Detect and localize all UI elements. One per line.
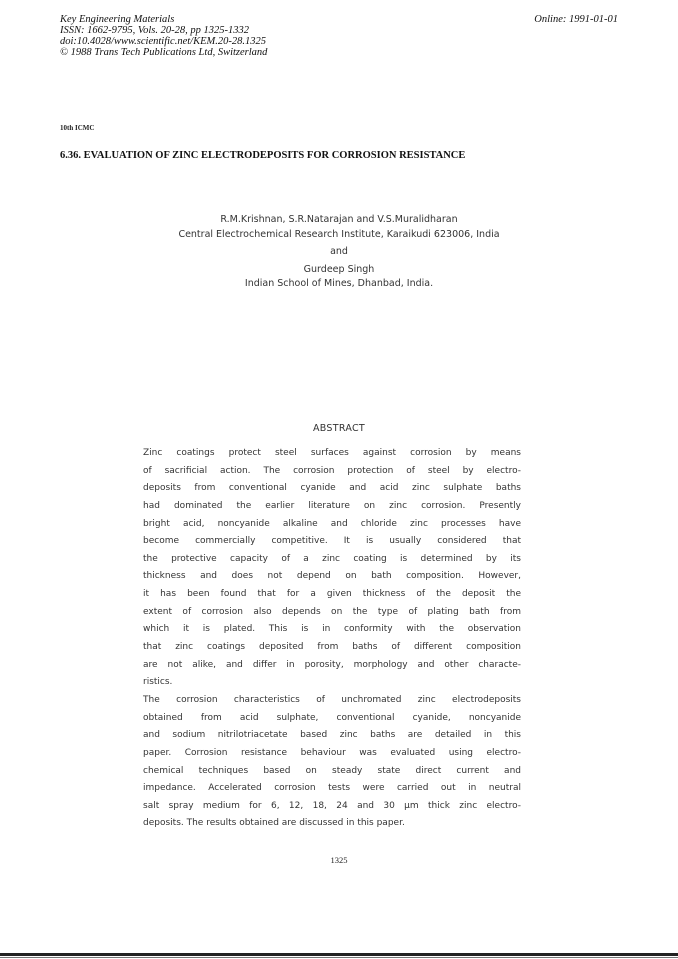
abstract-line: chemical techniques based on steady state direct current and	[143, 765, 521, 776]
abstract-line: impedance. Accelerated corrosion tests were carried out in neutral	[143, 783, 521, 794]
conference-label: 10th ICMC	[60, 124, 95, 132]
abstract-line: deposits. The results obtained are discussed in this paper.	[143, 818, 405, 829]
abstract-line: thickness and does not depend on bath composition. However,	[143, 571, 521, 582]
abstract-line: and sodium nitrilotriacetate based zinc baths are detailed in this	[143, 730, 521, 741]
abstract-line: The corrosion characteristics of unchromated zinc electrodeposits	[143, 694, 521, 705]
scan-edge-line	[0, 957, 678, 958]
abstract-line: ristics.	[143, 677, 173, 688]
abstract-heading: ABSTRACT	[312, 423, 366, 434]
page-number: 1325	[330, 855, 348, 865]
author-names-2: Gurdeep Singh	[303, 263, 375, 275]
author-block	[0, 213, 678, 292]
abstract-line: extent of corrosion also depends on the type of plating bath from	[143, 606, 521, 617]
author-conjunction: and	[330, 246, 348, 257]
abstract-line: of sacrificial action. The corrosion protection of steel by electro-	[143, 465, 521, 476]
journal-name: Key Engineering Materials	[60, 14, 175, 25]
abstract-line: become commercially competitive. It is usually considered that	[143, 536, 521, 547]
abstract-line: deposits from conventional cyanide and acid zinc sulphate baths	[143, 483, 521, 494]
abstract-line: that zinc coatings deposited from baths of different composition	[143, 642, 521, 653]
abstract-line: it has been found that for a given thickness of the deposit the	[143, 589, 521, 600]
online-date: Online: 1991-01-01	[534, 14, 618, 25]
journal-doi: doi:10.4028/www.scientific.net/KEM.20-28.1325	[60, 36, 266, 47]
author-affiliation-2: Indian School of Mines, Dhanbad, India.	[244, 278, 434, 289]
abstract-line: salt spray medium for 6, 12, 18, 24 and 30 µm thick zinc electro-	[143, 800, 521, 811]
abstract-line: Zinc coatings protect steel surfaces against corrosion by means	[143, 448, 521, 458]
paper-title: 6.36. EVALUATION OF ZINC ELECTRODEPOSITS FOR CORROSION RESISTANCE	[60, 150, 466, 161]
abstract-line: obtained from acid sulphate, conventional cyanide, noncyanide	[143, 712, 521, 723]
abstract-line: bright acid, noncyanide alkaline and chloride zinc processes have	[143, 518, 521, 529]
abstract-line: paper. Corrosion resistance behaviour was evaluated using electro-	[143, 747, 521, 758]
abstract-line: are not alike, and differ in porosity, morphology and other characte-	[143, 659, 521, 670]
abstract-line: which it is plated. This is in conformity with the observation	[143, 624, 521, 635]
journal-copyright: © 1988 Trans Tech Publications Ltd, Switzerland	[60, 47, 268, 58]
author-names-1: R.M.Krishnan, S.R.Natarajan and V.S.Muralidharan	[220, 214, 458, 225]
scan-edge-line	[0, 953, 678, 956]
journal-issn: ISSN: 1662-9795, Vols. 20-28, pp 1325-1332	[60, 25, 249, 36]
abstract-line: the protective capacity of a zinc coating is determined by its	[143, 553, 521, 564]
abstract-line: had dominated the earlier literature on zinc corrosion. Presently	[143, 500, 521, 511]
journal-header	[60, 14, 618, 58]
abstract-body	[143, 445, 521, 833]
author-affiliation-1: Central Electrochemical Research Institute, Karaikudi 623006, India	[178, 228, 500, 240]
